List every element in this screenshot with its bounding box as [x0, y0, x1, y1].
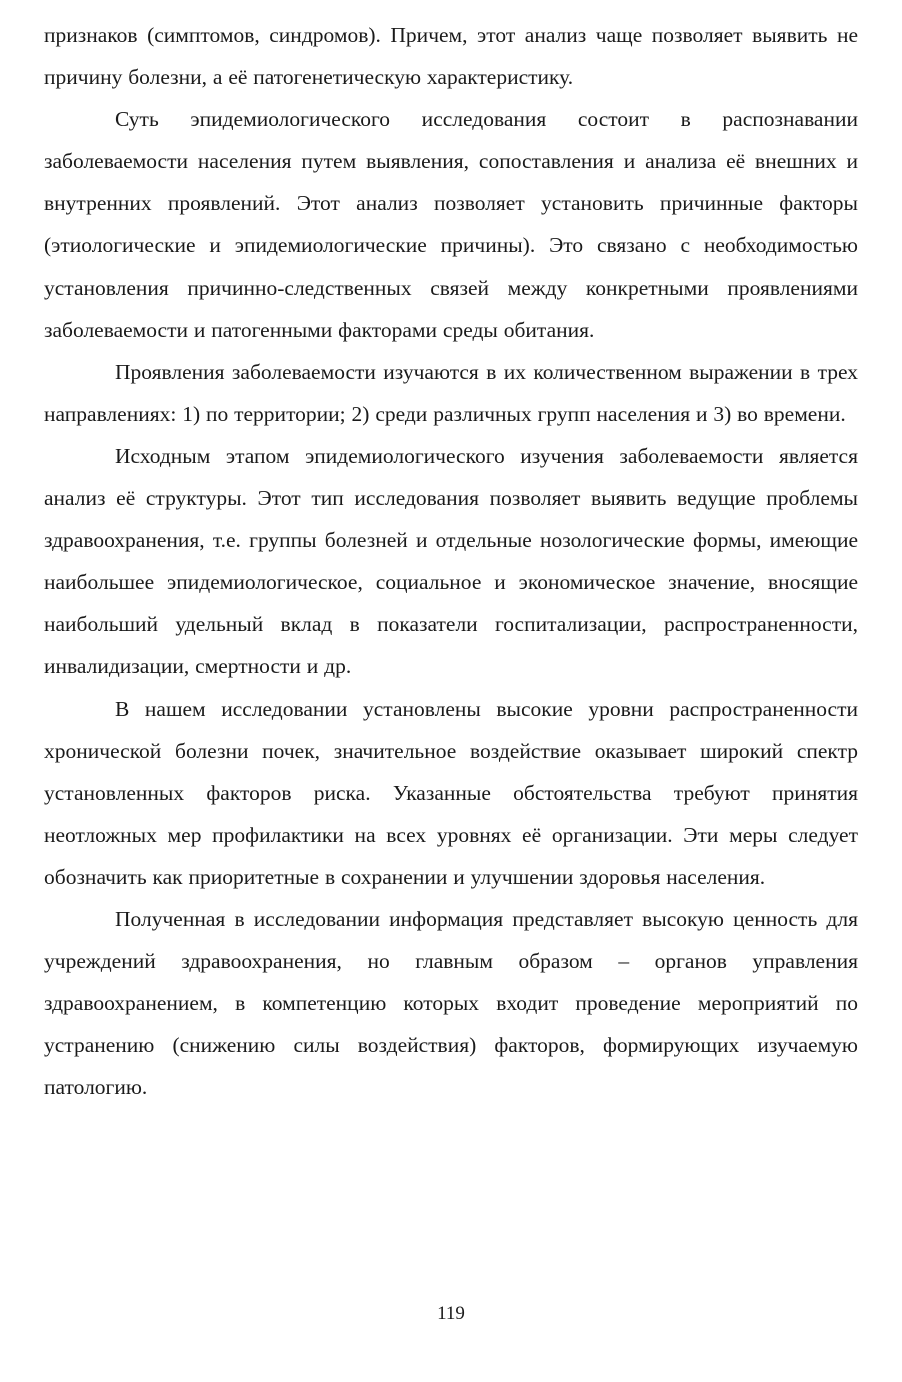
- paragraph-continued: признаков (симптомов, синдромов). Причем, этот анализ чаще позволяет выявить не причину болезни, а её патогенетическую характеристику.: [44, 23, 858, 90]
- paragraph-structure-analysis: Исходным этапом эпидемиологического изучения заболеваемости является анализ её структуры. Этот тип исследования позволяет выявить ведущие проблемы здравоохранения, т.е. группы болезней и отдельные нозологические формы, имеющие наибольшее эпидемиологическое, социальное и экономическое значение, вносящие наибольший удельный вклад в показатели госпитализации, распространенности, инвалидизации, смертности и др.: [44, 443, 858, 679]
- page-number: 119: [437, 1303, 465, 1324]
- paragraph-information-value: Полученная в исследовании информация представляет высокую ценность для учреждений здравоохранения, но главным образом – органов управления здравоохранением, в компетенцию которых входит проведение мероприятий по устранению (снижению силы воздействия) факторов, формирующих изучаемую патологию.: [44, 906, 858, 1100]
- paragraph-epidemiological-study: Суть эпидемиологического исследования состоит в распознавании заболеваемости населения путем выявления, сопоставления и анализа её внешних и внутренних проявлений. Этот анализ позволяет установить причинные факторы (этиологические и эпидемиологические причины). Это связано с необходимостью установления причинно-следственных связей между конкретными проявлениями заболеваемости и патогенными факторами среды обитания.: [44, 107, 858, 342]
- paragraph-kidney-disease: В нашем исследовании установлены высокие уровни распространенности хронической болезни почек, значительное воздействие оказывает широкий спектр установленных факторов риска. Указанные обстоятельства требуют принятия неотложных мер профилактики на всех уровнях её организации. Эти меры следует обозначить как приоритетные в сохранении и улучшении здоровья населения.: [44, 696, 858, 889]
- paragraph-morbidity-directions: Проявления заболеваемости изучаются в их количественном выражении в трех направлениях: 1) по территории; 2) среди различных групп населения и 3) во времени.: [44, 359, 858, 426]
- document-page: [44, 14, 858, 1108]
